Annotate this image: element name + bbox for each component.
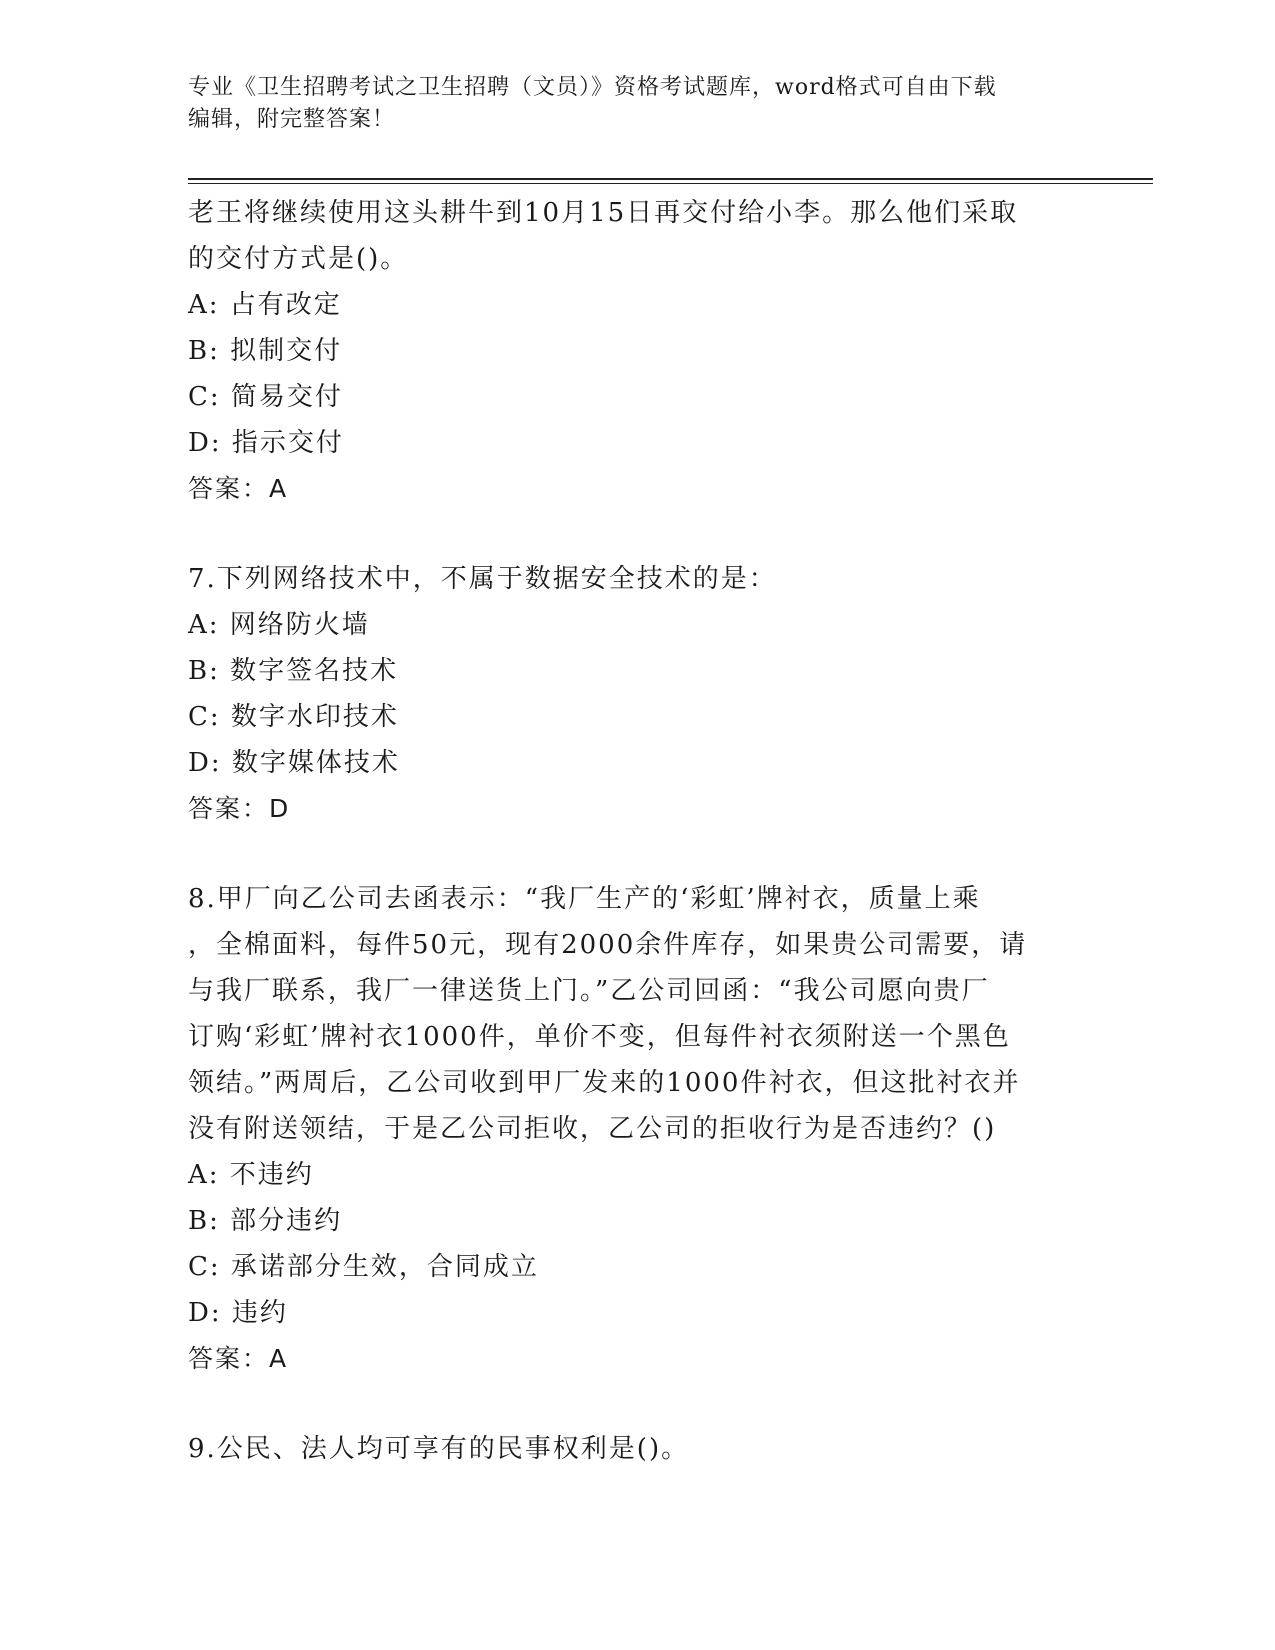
document-header — [188, 72, 1088, 136]
header-line-1: 专业《卫生招聘考试之卫生招聘（文员）》资格考试题库，word格式可自由下载 — [188, 75, 997, 100]
question-text-line: 订购‘彩虹’牌衬衣1000件，单价不变，但每件衬衣须附送一个黑色 — [188, 1022, 1011, 1052]
option-a: A: 不违约 — [188, 1160, 314, 1190]
question-text-line: 领结。”两周后，乙公司收到甲厂发来的1000件衬衣，但这批衬衣并 — [188, 1068, 1021, 1098]
option-b: B: 部分违约 — [188, 1206, 343, 1236]
option-c: C: 简易交付 — [188, 382, 343, 412]
option-d: D: 指示交付 — [188, 428, 344, 458]
option-a: A: 网络防火墙 — [188, 610, 370, 640]
header-line-2: 编辑，附完整答案！ — [188, 107, 396, 132]
answer-label: 答案：D — [188, 794, 291, 823]
question-list — [188, 190, 1088, 1472]
question-text-line: 9.公民、法人均可享有的民事权利是()。 — [188, 1434, 690, 1464]
question-9 — [188, 1426, 1088, 1472]
question-text-line: 老王将继续使用这头耕牛到10月15日再交付给小李。那么他们采取 — [188, 198, 1019, 228]
option-d: D: 数字媒体技术 — [188, 748, 400, 778]
question-text-line: 与我厂联系，我厂一律送货上门。”乙公司回函：“我公司愿向贵厂 — [188, 976, 990, 1006]
answer-label: 答案：A — [188, 474, 289, 503]
header-rule-thin — [188, 183, 1153, 184]
question-7 — [188, 556, 1088, 832]
answer-label: 答案：A — [188, 1344, 289, 1373]
option-a: A: 占有改定 — [188, 290, 342, 320]
option-b: B: 数字签名技术 — [188, 656, 399, 686]
question-text-line: 7.下列网络技术中，不属于数据安全技术的是： — [188, 564, 777, 594]
option-c: C: 承诺部分生效，合同成立 — [188, 1252, 539, 1282]
question-text-line: 的交付方式是()。 — [188, 244, 409, 274]
question-text-line: ，全棉面料，每件50元，现有2000余件库存，如果贵公司需要，请 — [188, 930, 1028, 960]
header-rule-thick — [188, 178, 1153, 180]
question-text-line: 没有附送领结，于是乙公司拒收，乙公司的拒收行为是否违约？() — [188, 1114, 997, 1144]
question-text-line: 8.甲厂向乙公司去函表示：“我厂生产的‘彩虹’牌衬衣，质量上乘 — [188, 884, 981, 914]
option-b: B: 拟制交付 — [188, 336, 343, 366]
option-d: D: 违约 — [188, 1298, 288, 1328]
question-8 — [188, 876, 1088, 1382]
question-6 — [188, 190, 1088, 512]
option-c: C: 数字水印技术 — [188, 702, 399, 732]
